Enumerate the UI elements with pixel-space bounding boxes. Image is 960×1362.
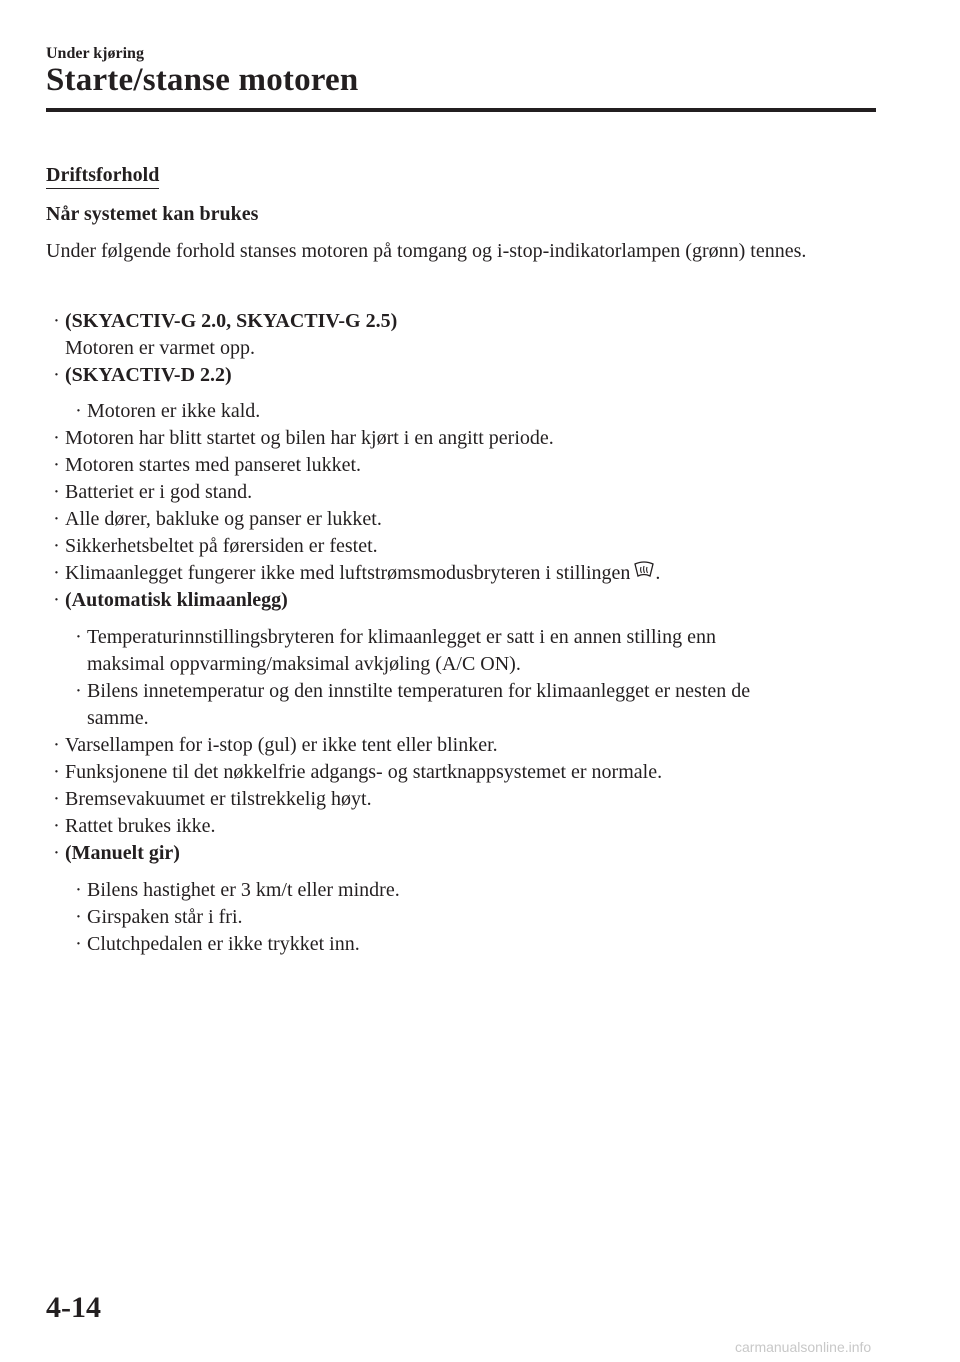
- bullet: ·: [53, 589, 60, 611]
- list-item-text: Batteriet er i god stand.: [65, 481, 253, 503]
- bullet: ·: [53, 562, 60, 584]
- list-item-text: Motoren er ikke kald.: [87, 400, 261, 422]
- page-title: Starte/stanse motoren: [46, 62, 359, 98]
- list-item-text: Sikkerhetsbeltet på førersiden er festet.: [65, 535, 378, 557]
- list-item-text: Funksjonene til det nøkkelfrie adgangs- og startknappsystemet er normale.: [65, 761, 663, 783]
- bullet: ·: [53, 815, 60, 837]
- bullet: ·: [53, 535, 60, 557]
- bullet: ·: [75, 879, 82, 901]
- bullet: ·: [53, 454, 60, 476]
- list-item-text: Clutchpedalen er ikke trykket inn.: [87, 933, 360, 955]
- bullet: ·: [75, 626, 82, 648]
- bullet: ·: [53, 427, 60, 449]
- list-item-text: [65, 560, 660, 587]
- list-item-text: (SKYACTIV-D 2.2): [65, 364, 232, 386]
- list-item-text: (Automatisk klimaanlegg): [65, 589, 288, 611]
- bullet: ·: [75, 906, 82, 928]
- bullet: ·: [75, 400, 82, 422]
- list-item-text: Bilens innetemperatur og den innstilte temperaturen for klimaanlegget er nesten de: [87, 680, 751, 702]
- list-item-text-end: .: [655, 562, 661, 584]
- section-heading: Driftsforhold: [46, 163, 159, 189]
- list-item-continuation: samme.: [87, 707, 149, 729]
- bullet: ·: [53, 734, 60, 756]
- bullet: ·: [75, 933, 82, 955]
- page-number: 4-14: [46, 1291, 101, 1324]
- bullet: ·: [53, 842, 60, 864]
- list-item-text: Rattet brukes ikke.: [65, 815, 216, 837]
- windshield-defroster-icon: [633, 560, 655, 582]
- header-divider: [46, 108, 876, 112]
- list-item-text: Motoren startes med panseret lukket.: [65, 454, 362, 476]
- sub-heading: Når systemet kan brukes: [46, 203, 259, 225]
- bullet: ·: [53, 481, 60, 503]
- bullet: ·: [53, 788, 60, 810]
- list-item-text: Bilens hastighet er 3 km/t eller mindre.: [87, 879, 400, 901]
- list-item-text: Temperaturinnstillingsbryteren for klimaanlegget er satt i en annen stilling enn: [87, 626, 716, 648]
- list-item-text: Alle dører, bakluke og panser er lukket.: [65, 508, 382, 530]
- bullet: ·: [53, 364, 60, 386]
- list-item-continuation: maksimal oppvarming/maksimal avkjøling (A/C ON).: [87, 653, 521, 675]
- bullet: ·: [53, 761, 60, 783]
- list-item-continuation: Motoren er varmet opp.: [65, 337, 255, 359]
- list-item-text: (SKYACTIV-G 2.0, SKYACTIV-G 2.5): [65, 310, 398, 332]
- intro-paragraph: Under følgende forhold stanses motoren på tomgang og i-stop-indikatorlampen (grønn) tennes.: [46, 240, 807, 262]
- bullet: ·: [53, 508, 60, 530]
- list-item-text: (Manuelt gir): [65, 842, 180, 864]
- section-label: Under kjøring: [46, 45, 144, 62]
- list-item-text-main: Klimaanlegget fungerer ikke med luftstrømsmodusbryteren i stillingen: [65, 562, 631, 584]
- watermark: carmanualsonline.info: [735, 1339, 872, 1355]
- bullet: ·: [53, 310, 60, 332]
- list-item-text: Girspaken står i fri.: [87, 906, 243, 928]
- list-item-text: Varsellampen for i-stop (gul) er ikke tent eller blinker.: [65, 734, 498, 756]
- list-item-text: Bremsevakuumet er tilstrekkelig høyt.: [65, 788, 372, 810]
- list-item-text: Motoren har blitt startet og bilen har kjørt i en angitt periode.: [65, 427, 554, 449]
- bullet: ·: [75, 680, 82, 702]
